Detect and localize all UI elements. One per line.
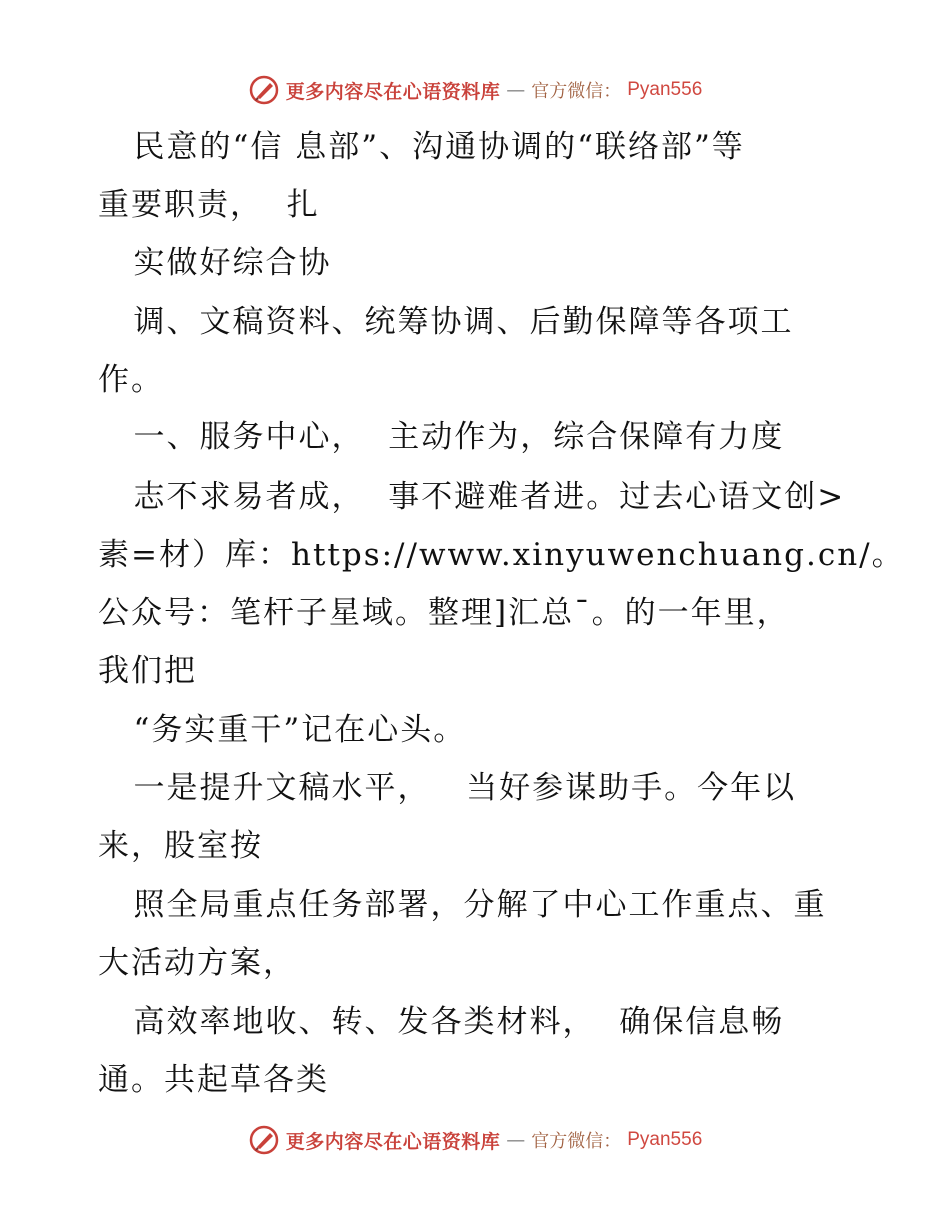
- banner-wechat-label: 官方微信：: [531, 81, 622, 102]
- pen-logo-icon: [248, 74, 280, 106]
- text-line: 作。: [98, 362, 164, 398]
- text-line: 实做好综合协: [98, 245, 332, 281]
- text-line: 通。共起草各类: [98, 1062, 329, 1098]
- banner-tagline: 更多内容尽在心语资料库: [285, 1130, 501, 1153]
- text-line: 大活动方案，: [98, 945, 296, 981]
- banner-wechat-label: 官方微信：: [531, 1131, 622, 1152]
- text-line: 照全局重点任务部署，分解了中心工作重点、重: [98, 887, 827, 923]
- footer-banner: [0, 1120, 950, 1160]
- banner-separator: —: [506, 79, 526, 101]
- text-line: 重要职责， 扎: [98, 187, 320, 223]
- text-line: 调、文稿资料、统筹协调、后勤保障等各项工: [98, 304, 794, 340]
- text-line: “务实重干”记在心头。: [98, 712, 467, 748]
- text-line: 一是提升文稿水平， 当好参谋助手。今年以: [98, 770, 797, 806]
- banner-wechat-id: Pyan556: [627, 79, 703, 100]
- text-line: 素=材）库：https://www.xinyuwenchuang.cn/。: [98, 537, 905, 573]
- header-banner: [0, 70, 950, 110]
- text-line: 民意的“信 息部”、沟通协调的“联络部”等: [98, 129, 745, 165]
- text-line: 高效率地收、转、发各类材料， 确保信息畅: [98, 1004, 785, 1040]
- pen-logo-icon: [248, 1124, 280, 1156]
- banner-separator: —: [506, 1129, 526, 1151]
- text-line: 公众号：笔杆子星域。整理]汇总¯。的一年里，: [98, 595, 790, 631]
- text-line: 我们把: [98, 653, 197, 689]
- text-line: 志不求易者成， 事不避难者进。过去心语文创>: [98, 479, 846, 515]
- banner-wechat-id: Pyan556: [627, 1129, 703, 1150]
- banner-tagline: 更多内容尽在心语资料库: [285, 80, 501, 103]
- text-line: 一、服务中心， 主动作为，综合保障有力度: [98, 419, 785, 455]
- text-line: 来，股室按: [98, 828, 263, 864]
